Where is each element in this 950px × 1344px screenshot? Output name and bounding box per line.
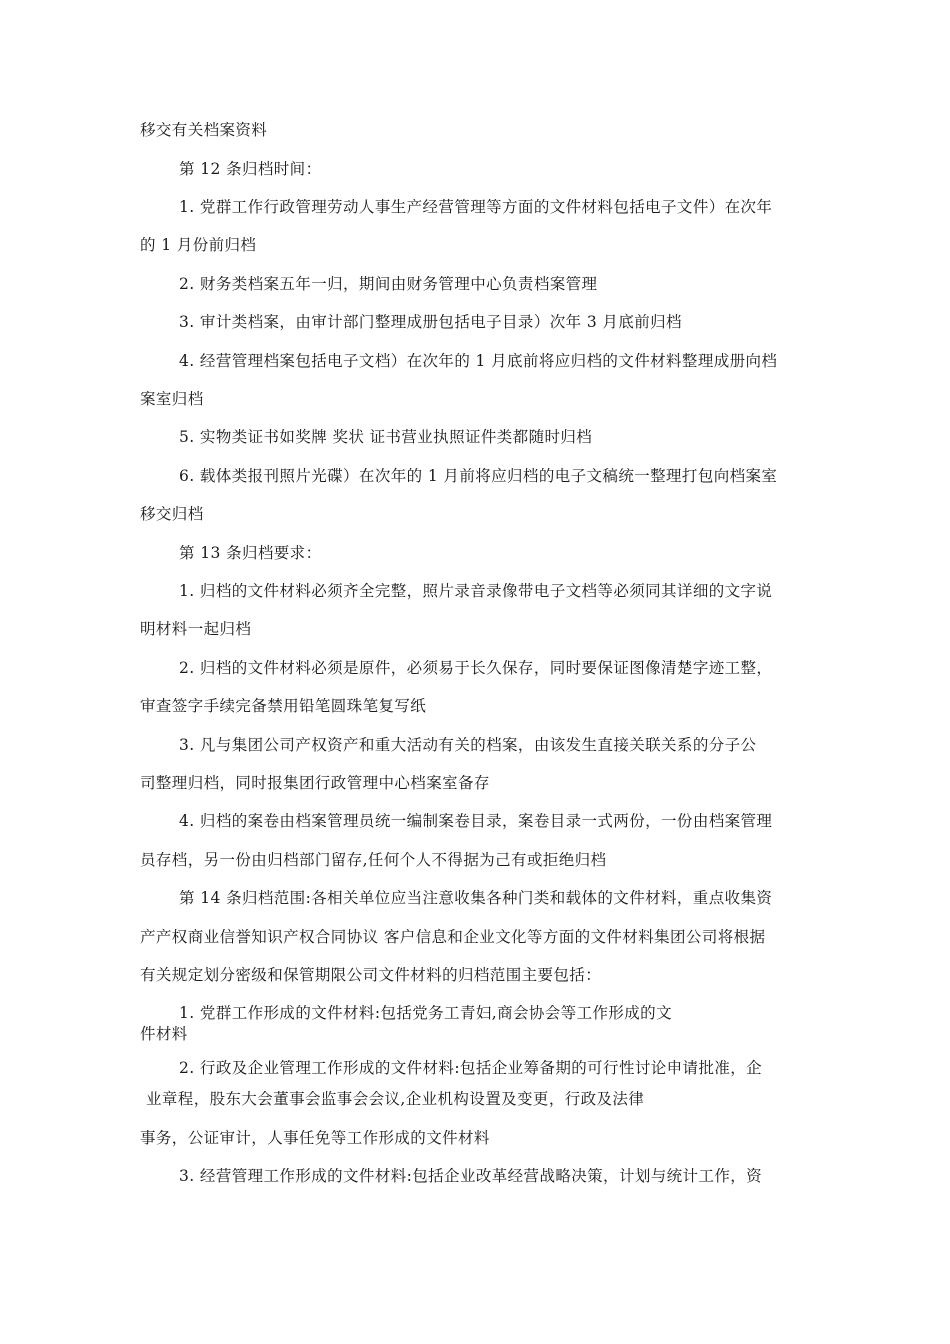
text-line: 审查签字手续完备禁用铅笔圆珠笔复写纸 <box>140 697 427 715</box>
text-line: 1. 归档的文件材料必须齐全完整，照片录音录像带电子文档等必须同其详细的文字说 <box>179 582 773 600</box>
text-line: 产产权商业信誉知识产权合同协议 客户信息和企业文化等方面的文件材料集团公司将根据 <box>140 928 766 946</box>
text-line: 4. 经营管理档案包括电子文档）在次年的 1 月底前将应归档的文件材料整理成册向档 <box>179 352 778 370</box>
text-line: 的 1 月份前归档 <box>140 236 257 254</box>
text-line: 案室归档 <box>140 390 204 408</box>
text-line: 明材料一起归档 <box>140 620 252 638</box>
article-13-heading: 第 13 条归档要求： <box>179 544 322 562</box>
text-line: 3. 经营管理工作形成的文件材料:包括企业改革经营战略决策，计划与统计工作，资 <box>179 1167 763 1185</box>
text-line: 移交有关档案资料 <box>140 121 268 139</box>
article-14-heading: 第 14 条归档范围:各相关单位应当注意收集各种门类和载体的文件材料，重点收集资 <box>179 889 773 907</box>
text-line: 事务，公证审计，人事任免等工作形成的文件材料 <box>140 1129 490 1147</box>
text-line: 3. 审计类档案，由审计部门整理成册包括电子目录）次年 3 月底前归档 <box>179 313 682 331</box>
text-line: 司整理归档，同时报集团行政管理中心档案室备存 <box>140 774 490 792</box>
text-line: 员存档，另一份由归档部门留存,任何个人不得据为己有或拒绝归档 <box>140 851 607 869</box>
text-line: 4. 归档的案卷由档案管理员统一编制案卷目录，案卷目录一式两份，一份由档案管理 <box>179 812 773 830</box>
text-line: 件材料 <box>140 1025 188 1043</box>
text-line: 2. 归档的文件材料必须是原件，必须易于长久保存，同时要保证图像清楚字迹工整， <box>179 659 773 677</box>
text-line: 1. 党群工作行政管理劳动人事生产经营管理等方面的文件材料包括电子文件）在次年 <box>179 198 773 216</box>
text-line: 业章程，股东大会董事会监事会会议,企业机构设置及变更，行政及法律 <box>146 1090 645 1108</box>
text-line: 6. 载体类报刊照片光碟）在次年的 1 月前将应归档的电子文稿统一整理打包向档案室 <box>179 467 778 485</box>
text-line: 2. 财务类档案五年一归，期间由财务管理中心负责档案管理 <box>179 275 598 293</box>
text-line: 有关规定划分密级和保管期限公司文件材料的归档范围主要包括： <box>140 966 602 984</box>
text-line: 5. 实物类证书如奖牌 奖状 证书营业执照证件类都随时归档 <box>179 428 593 446</box>
text-line: 移交归档 <box>140 505 204 523</box>
text-line: 1. 党群工作形成的文件材料:包括党务工青妇,商会协会等工作形成的文 <box>179 1004 672 1022</box>
text-line: 3. 凡与集团公司产权资产和重大活动有关的档案，由该发生直接关联关系的分子公 <box>179 736 757 754</box>
article-12-heading: 第 12 条归档时间： <box>179 160 322 178</box>
text-line: 2. 行政及企业管理工作形成的文件材料:包括企业筹备期的可行性讨论申请批准，企 <box>179 1059 763 1077</box>
